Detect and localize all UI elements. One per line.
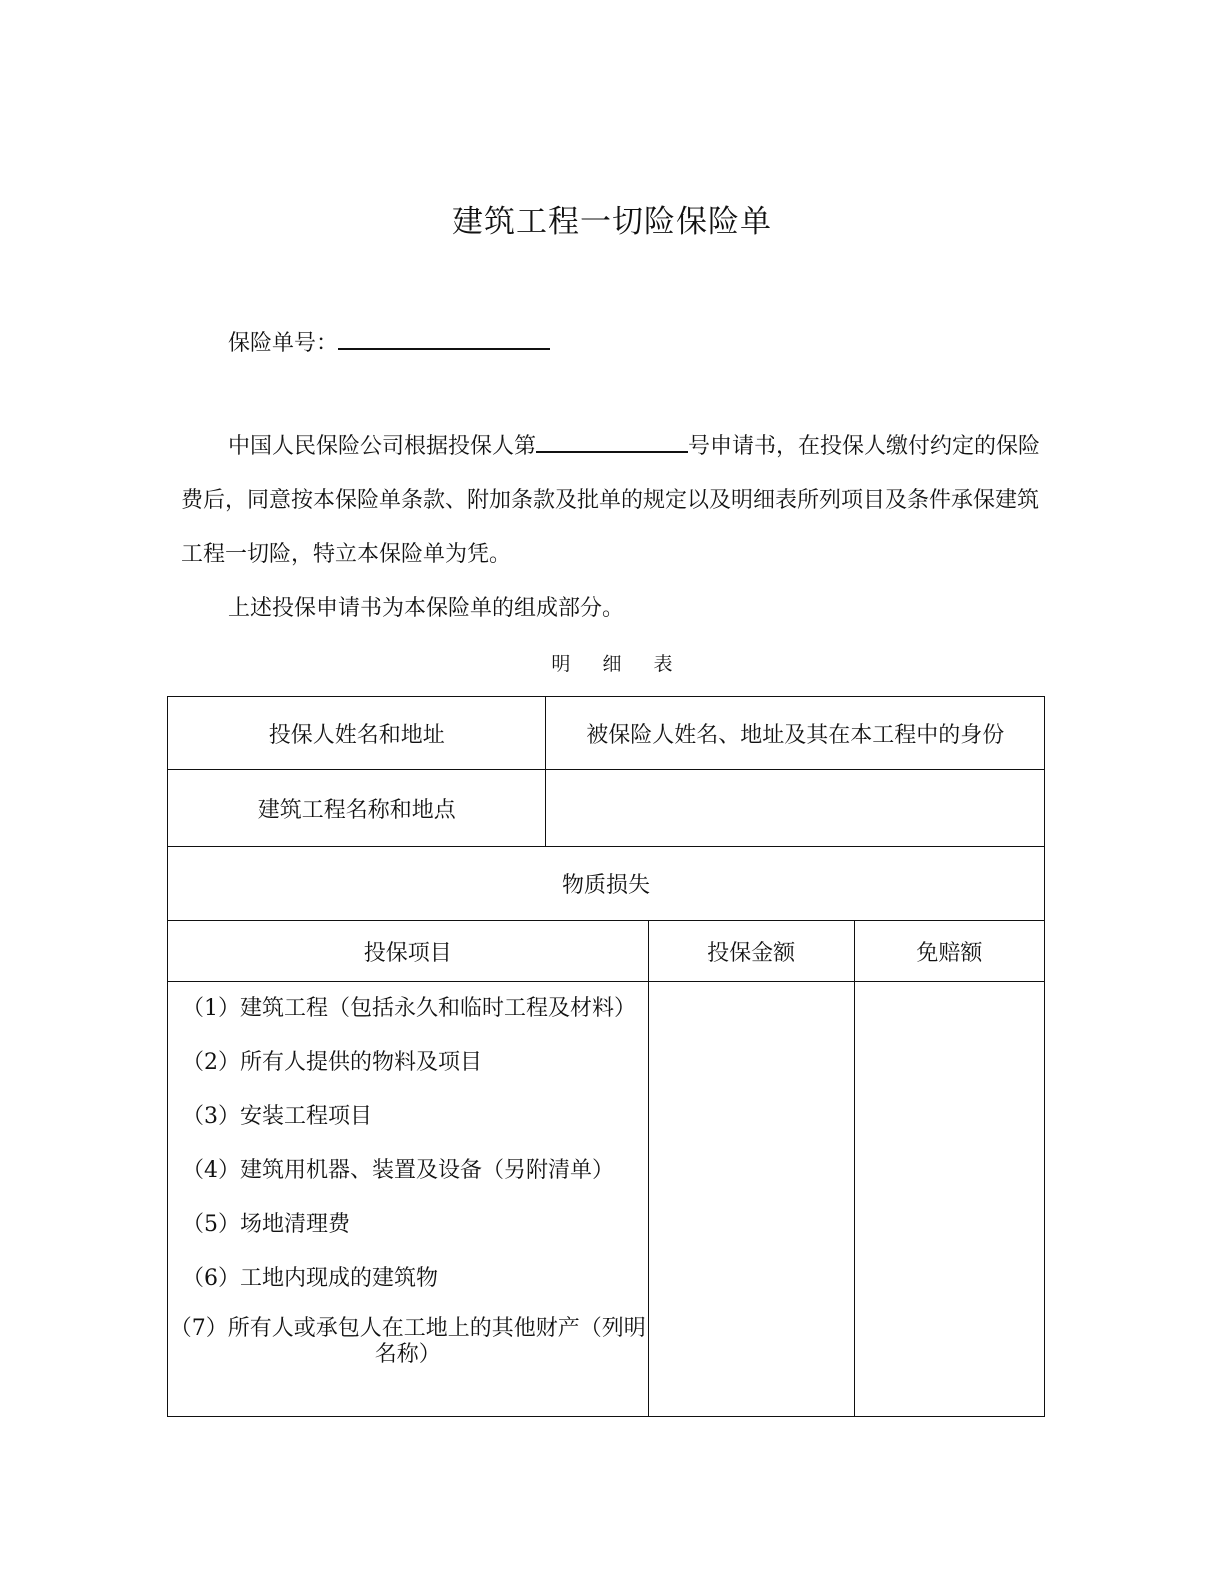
column-header-sum-insured: 投保金额	[648, 921, 854, 982]
project-name-location-label-cell: 建筑工程名称和地点	[168, 770, 546, 847]
applicant-name-address-cell: 投保人姓名和地址	[168, 697, 546, 770]
intro-text-part-1: 中国人民保险公司根据投保人第	[228, 434, 537, 459]
document-title: 建筑工程一切险保险单	[452, 204, 772, 240]
list-item: （7）所有人或承包人在工地上的其他财产（列明名称）	[169, 1316, 646, 1367]
table-row	[168, 697, 1045, 770]
schedule-heading-char-1: 明	[551, 653, 571, 675]
deductible-value-cell[interactable]	[854, 982, 1044, 1417]
column-header-deductible: 免赔额	[854, 921, 1044, 982]
schedule-heading-char-3: 表	[653, 653, 673, 675]
list-item: （1）建筑工程（包括永久和临时工程及材料）	[182, 996, 636, 1021]
project-name-location-value-cell[interactable]	[546, 770, 1045, 847]
list-item: （6）工地内现成的建筑物	[182, 1266, 438, 1291]
table-row	[168, 921, 1045, 982]
list-item: （3）安装工程项目	[182, 1104, 372, 1129]
application-number-blank[interactable]	[536, 427, 688, 453]
policy-number-label: 保险单号：	[228, 331, 339, 356]
insured-items-cell	[168, 982, 649, 1417]
policy-number-blank[interactable]	[338, 324, 550, 350]
intro-text-part-2: 号申请书，在投保人缴付约定的保险费后，同意按本保险单条款、附加条款及批单的规定以及明细表所列项目及条件承保建筑工程一切险，特立本保险单为凭。	[181, 434, 1041, 567]
schedule-table	[167, 696, 1045, 1417]
table-row	[168, 770, 1045, 847]
policy-number-line	[228, 324, 550, 360]
list-item: （2）所有人提供的物料及项目	[182, 1050, 482, 1075]
list-item: （5）场地清理费	[182, 1212, 350, 1237]
list-item: （4）建筑用机器、装置及设备（另附清单）	[182, 1158, 614, 1183]
table-row	[168, 982, 1045, 1417]
intro-paragraph-2: 上述投保申请书为本保险单的组成部分。	[228, 596, 625, 621]
column-header-insured-item: 投保项目	[168, 921, 649, 982]
material-damage-header-cell: 物质损失	[168, 847, 1045, 921]
sum-insured-value-cell[interactable]	[648, 982, 854, 1417]
intro-paragraph-1	[181, 420, 1051, 582]
schedule-heading	[0, 649, 1224, 676]
schedule-heading-char-2: 细	[602, 653, 622, 675]
intro-paragraphs	[181, 420, 1051, 636]
insured-name-address-role-cell: 被保险人姓名、地址及其在本工程中的身份	[546, 697, 1045, 770]
table-row	[168, 847, 1045, 921]
